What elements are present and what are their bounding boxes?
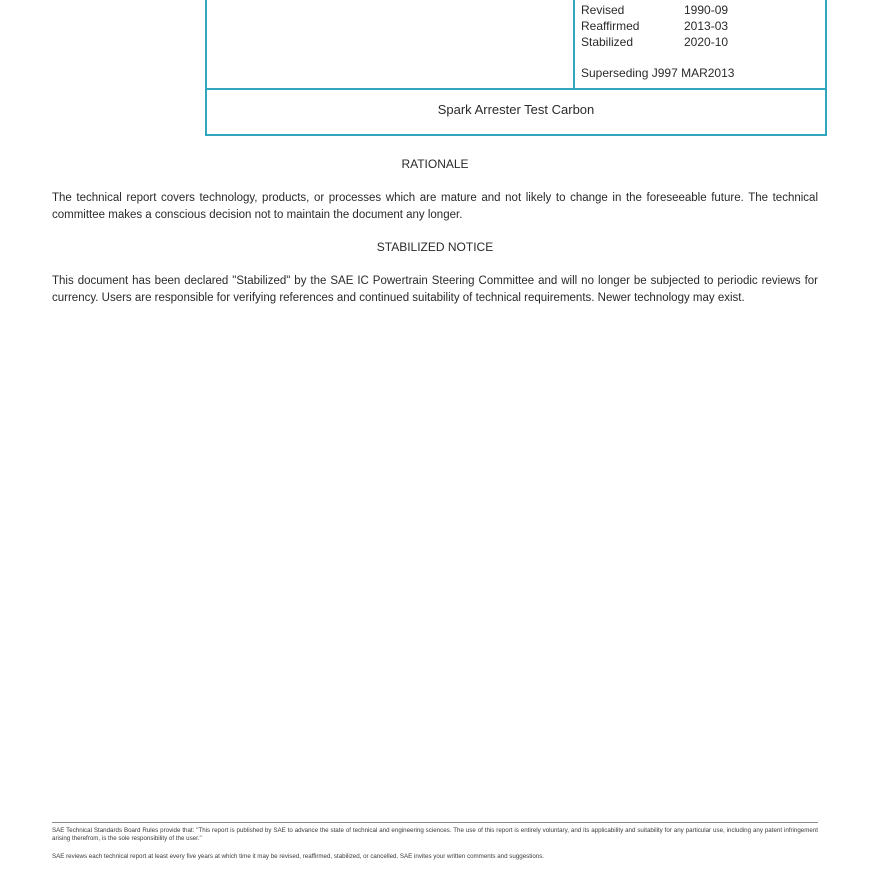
header-divider: [573, 0, 575, 90]
superseding-note: Superseding J997 MAR2013: [581, 66, 735, 80]
footer-paragraph-review: SAE reviews each technical report at least every five years at which time it may be revised, reaffirmed, stabilized, or cancelled. SAE invites your written comments and suggestions.: [52, 853, 545, 860]
history-value: 1990-09: [684, 3, 729, 17]
header-top-section: [207, 0, 825, 90]
history-label: Revised: [581, 3, 625, 17]
history-label: Stabilized: [581, 35, 634, 49]
footer-paragraph-rules: SAE Technical Standards Board Rules provide that: "This report is published by SAE to advance the state of technical and engineering sciences. The use of this report is entirely voluntary, and its applicability and suitability for any particular use, including any patent infringement arising therefrom, is the sole responsibility of the user.": [52, 827, 818, 842]
footer-divider: [52, 822, 818, 823]
history-label: Reaffirmed: [581, 19, 640, 33]
stabilized-notice-heading: STABILIZED NOTICE: [376, 240, 494, 254]
history-row-revised: [581, 2, 728, 18]
document-header-box: [205, 0, 827, 136]
rationale-heading: RATIONALE: [401, 157, 469, 171]
revision-history: [581, 2, 728, 50]
history-value: 2020-10: [684, 35, 729, 49]
rationale-text: The technical report covers technology, products, or processes which are mature and not likely to change in the foreseeable future. The technical committee makes a conscious decision not to maintain the document any longer.: [52, 192, 818, 221]
history-row-reaffirmed: [581, 18, 728, 34]
stabilized-notice-text: This document has been declared "Stabilized" by the SAE IC Powertrain Steering Committee and will no longer be subjected to periodic reviews for currency. Users are responsible for verifying references and continued suitability of technical requirements. Newer technology may exist.: [52, 275, 818, 304]
history-value: 2013-03: [684, 19, 729, 33]
document-title: Spark Arrester Test Carbon: [437, 102, 595, 117]
history-row-stabilized: [581, 34, 728, 50]
